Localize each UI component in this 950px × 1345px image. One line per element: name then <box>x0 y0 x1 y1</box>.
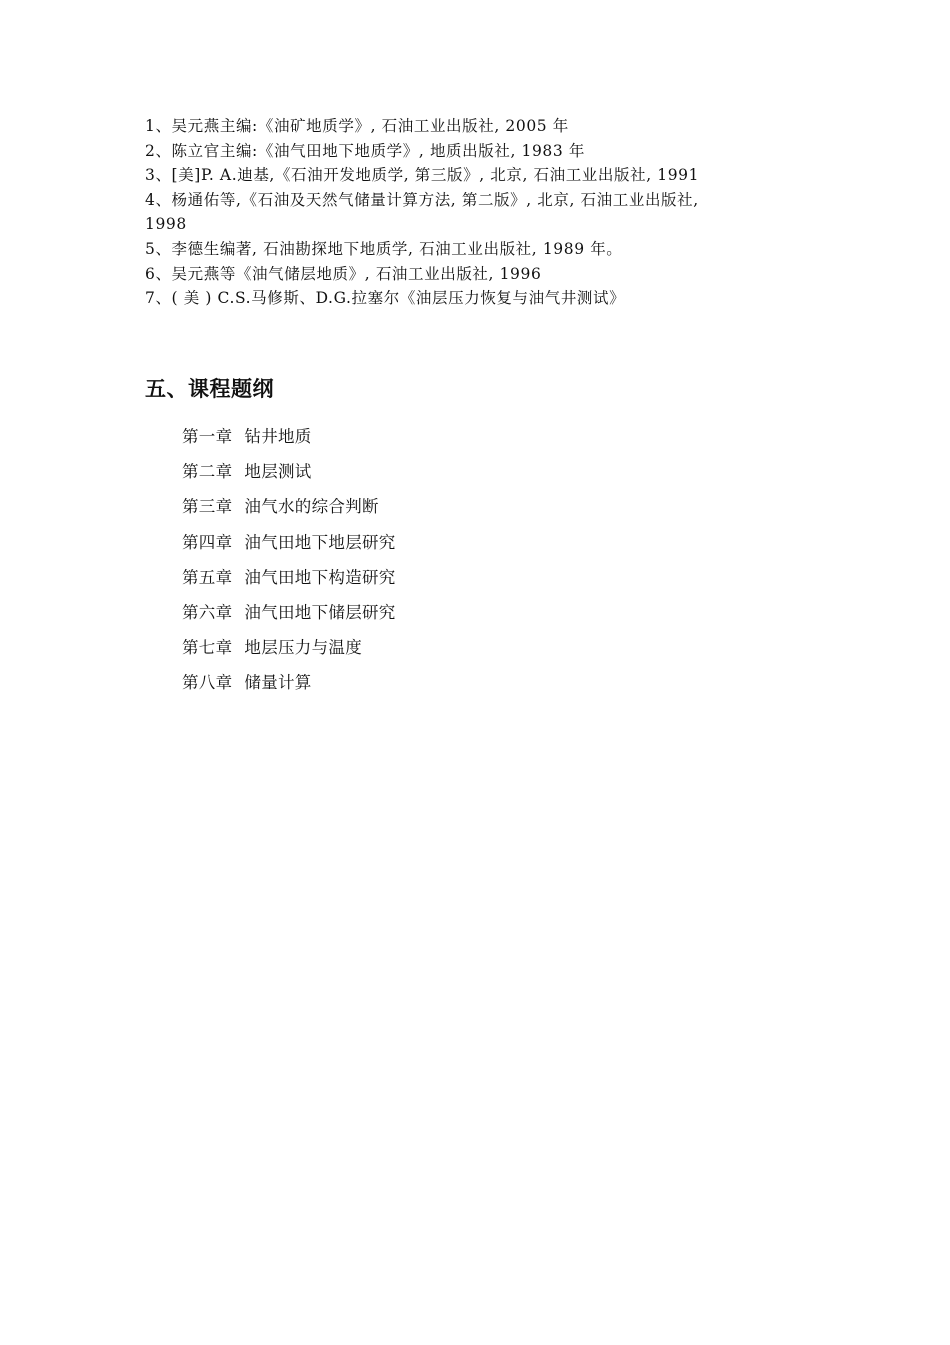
chapter-item <box>182 489 396 524</box>
chapter-item <box>182 665 396 700</box>
chapter-item <box>182 595 396 630</box>
reference-item: 7、( 美 ) C.S.马修斯、D.G.拉塞尔《油层压力恢复与油气井测试》 <box>145 289 626 308</box>
reference-item: 6、吴元燕等《油气储层地质》, 石油工业出版社, 1996 <box>145 264 542 283</box>
chapter-title: 地层压力与温度 <box>244 638 363 658</box>
chapter-title: 地层测试 <box>244 462 312 482</box>
chapter-item <box>182 454 396 489</box>
chapter-title: 油气田地下构造研究 <box>244 567 396 587</box>
chapter-item <box>182 630 396 665</box>
reference-item: 4、杨通佑等,《石油及天然气储量计算方法, 第二版》, 北京, 石油工业出版社, <box>145 190 699 209</box>
chapter-item <box>182 560 396 595</box>
chapter-title: 钻井地质 <box>244 427 312 446</box>
chapter-number: 第六章 <box>182 603 233 623</box>
chapter-title: 油气田地下地层研究 <box>244 532 396 552</box>
section-heading: 五、课程题纲 <box>145 377 274 401</box>
chapter-number: 第七章 <box>182 638 233 658</box>
reference-item: 2、陈立官主编:《油气田地下地质学》, 地质出版社, 1983 年 <box>145 141 585 160</box>
reference-item: 1、吴元燕主编:《油矿地质学》, 石油工业出版社, 2005 年 <box>145 117 569 135</box>
reference-item-continuation: 1998 <box>145 215 187 234</box>
chapter-number: 第五章 <box>182 567 233 587</box>
chapter-number: 第八章 <box>182 673 233 693</box>
chapter-title: 油气田地下储层研究 <box>244 603 396 623</box>
chapter-title: 储量计算 <box>244 673 312 693</box>
chapter-list <box>182 419 396 701</box>
chapter-number: 第一章 <box>182 427 233 446</box>
chapter-number: 第四章 <box>182 532 233 552</box>
chapter-number: 第二章 <box>182 462 233 482</box>
chapter-item <box>182 525 396 560</box>
reference-item: 3、[美]P. A.迪基,《石油开发地质学, 第三版》, 北京, 石油工业出版社, 1991 <box>145 166 700 185</box>
chapter-number: 第三章 <box>182 497 233 517</box>
reference-item: 5、李德生编著, 石油勘探地下地质学, 石油工业出版社, 1989 年。 <box>145 239 623 258</box>
chapter-item <box>182 419 396 454</box>
reference-list <box>145 114 825 311</box>
chapter-title: 油气水的综合判断 <box>244 497 379 517</box>
